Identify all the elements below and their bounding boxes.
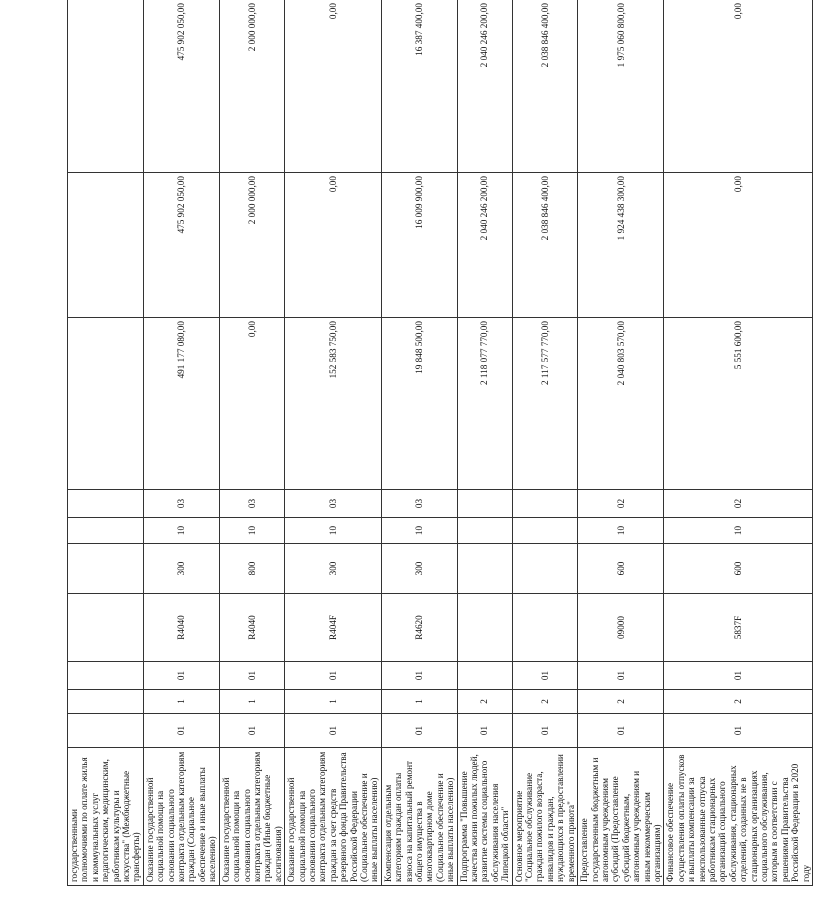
amount-cell: 16 009 900,00 bbox=[381, 173, 457, 318]
code-cell bbox=[512, 518, 577, 544]
code-cell bbox=[512, 544, 577, 594]
row-name-cell: Оказание государственной социальной помощи на основании социального контракта отдельным категориям граждан (Иные бюджетные ассигнования) bbox=[219, 748, 284, 886]
row-name-cell: Основное мероприятие "Социальное обслуживание граждан пожилого возраста, инвалидов и граждан, нуждающихся в предоставлении временного приюта" bbox=[512, 748, 577, 886]
budget-table bbox=[67, 0, 813, 886]
code-cell bbox=[512, 490, 577, 518]
row-name-cell: Финансовое обеспечение осуществления оплаты отпусков и выплаты компенсации за неиспользованные отпуска работникам стационарных организаций социального обслуживания, стационарных отделений, созданных не в стационарных организациях социального обслуживания, которым в соответствии с решениями Правительства Российской Федерации в 2020 году bbox=[664, 748, 813, 886]
amount-cell bbox=[68, 173, 144, 318]
rotated-page bbox=[67, 0, 811, 886]
code-cell: 1 bbox=[285, 690, 382, 714]
table-row bbox=[381, 0, 457, 886]
amount-cell: 491 177 080,00 bbox=[143, 318, 219, 490]
amount-cell bbox=[68, 0, 144, 173]
code-cell: 01 bbox=[578, 714, 664, 748]
amount-cell: 2 000 000,00 bbox=[219, 0, 284, 173]
table-row bbox=[664, 0, 813, 886]
code-cell bbox=[68, 518, 144, 544]
code-cell bbox=[68, 544, 144, 594]
code-cell bbox=[457, 518, 512, 544]
code-cell: 09000 bbox=[578, 594, 664, 662]
code-cell bbox=[512, 594, 577, 662]
amount-cell: 152 583 750,00 bbox=[285, 318, 382, 490]
code-cell: 03 bbox=[143, 490, 219, 518]
amount-cell: 2 000 000,00 bbox=[219, 173, 284, 318]
table-row bbox=[68, 0, 144, 886]
code-cell: 01 bbox=[219, 662, 284, 690]
code-cell bbox=[68, 490, 144, 518]
amount-cell: 0,00 bbox=[285, 173, 382, 318]
code-cell: 2 bbox=[578, 690, 664, 714]
code-cell bbox=[68, 714, 144, 748]
amount-cell: 2 040 246 200,00 bbox=[457, 173, 512, 318]
code-cell: 2 bbox=[512, 690, 577, 714]
code-cell: 600 bbox=[664, 544, 813, 594]
code-cell: R4040 bbox=[143, 594, 219, 662]
amount-cell: 1 975 060 800,00 bbox=[578, 0, 664, 173]
code-cell: 1 bbox=[143, 690, 219, 714]
code-cell: 01 bbox=[457, 714, 512, 748]
row-name-cell: Предоставление государственным бюджетным и автономным учреждениям субсидий (Предоставление субсидий бюджетным, автономным учреждениям и иным некоммерческим организациям) bbox=[578, 748, 664, 886]
amount-cell: 1 924 438 300,00 bbox=[578, 173, 664, 318]
code-cell: 01 bbox=[285, 662, 382, 690]
code-cell: 10 bbox=[664, 518, 813, 544]
code-cell: 01 bbox=[285, 714, 382, 748]
code-cell: 300 bbox=[381, 544, 457, 594]
amount-cell: 19 848 500,00 bbox=[381, 318, 457, 490]
code-cell: 10 bbox=[578, 518, 664, 544]
code-cell bbox=[457, 662, 512, 690]
amount-cell: 0,00 bbox=[664, 0, 813, 173]
code-cell bbox=[68, 594, 144, 662]
row-name-cell: Оказание государственной социальной помощи на основании социального контракта отдельным категориям граждан за счет средств резервного фонда Правительства Российской Федерации (Социальное обеспечение и иные выплаты населению) bbox=[285, 748, 382, 886]
code-cell: 01 bbox=[381, 662, 457, 690]
amount-cell: 2 040 246 200,00 bbox=[457, 0, 512, 173]
code-cell: 300 bbox=[143, 544, 219, 594]
code-cell: 03 bbox=[219, 490, 284, 518]
code-cell: 10 bbox=[219, 518, 284, 544]
code-cell: 10 bbox=[143, 518, 219, 544]
amount-cell: 0,00 bbox=[285, 0, 382, 173]
amount-cell: 2 117 577 770,00 bbox=[512, 318, 577, 490]
code-cell: 1 bbox=[219, 690, 284, 714]
code-cell: 600 bbox=[578, 544, 664, 594]
amount-cell: 2 038 846 400,00 bbox=[512, 173, 577, 318]
code-cell bbox=[68, 662, 144, 690]
code-cell: 01 bbox=[664, 714, 813, 748]
code-cell: 01 bbox=[512, 662, 577, 690]
code-cell: 01 bbox=[664, 662, 813, 690]
table-row bbox=[578, 0, 664, 886]
table-row bbox=[219, 0, 284, 886]
code-cell bbox=[68, 690, 144, 714]
amount-cell: 2 040 803 570,00 bbox=[578, 318, 664, 490]
table-row bbox=[457, 0, 512, 886]
code-cell: R4040 bbox=[219, 594, 284, 662]
row-name-cell: Оказание государственной социальной помощи на основании социального контракта отдельным категориям граждан (Социальное обеспечение и иные выплаты населению) bbox=[143, 748, 219, 886]
code-cell: 01 bbox=[219, 714, 284, 748]
amount-cell: 2 038 846 400,00 bbox=[512, 0, 577, 173]
amount-cell: 5 551 600,00 bbox=[664, 318, 813, 490]
code-cell: 01 bbox=[143, 662, 219, 690]
code-cell bbox=[457, 490, 512, 518]
amount-cell: 475 902 050,00 bbox=[143, 0, 219, 173]
amount-cell: 2 118 077 770,00 bbox=[457, 318, 512, 490]
amount-cell: 475 902 050,00 bbox=[143, 173, 219, 318]
code-cell: 01 bbox=[512, 714, 577, 748]
amount-cell bbox=[68, 318, 144, 490]
code-cell: 5837F bbox=[664, 594, 813, 662]
table-row bbox=[285, 0, 382, 886]
code-cell: 03 bbox=[381, 490, 457, 518]
code-cell: 10 bbox=[381, 518, 457, 544]
code-cell: 2 bbox=[664, 690, 813, 714]
code-cell: 1 bbox=[381, 690, 457, 714]
code-cell: 800 bbox=[219, 544, 284, 594]
code-cell bbox=[457, 594, 512, 662]
amount-cell: 16 387 400,00 bbox=[381, 0, 457, 173]
code-cell: 01 bbox=[143, 714, 219, 748]
code-cell: 01 bbox=[381, 714, 457, 748]
code-cell bbox=[457, 544, 512, 594]
code-cell: 01 bbox=[578, 662, 664, 690]
amount-cell: 0,00 bbox=[219, 318, 284, 490]
code-cell: 02 bbox=[664, 490, 813, 518]
code-cell: R404F bbox=[285, 594, 382, 662]
amount-cell: 0,00 bbox=[664, 173, 813, 318]
code-cell: 300 bbox=[285, 544, 382, 594]
code-cell: 02 bbox=[578, 490, 664, 518]
row-name-cell: Подпрограмма "Повышение качества жизни пожилых людей, развитие системы социального обслуживания населения Липецкой области" bbox=[457, 748, 512, 886]
table-row bbox=[512, 0, 577, 886]
code-cell: 03 bbox=[285, 490, 382, 518]
code-cell: 10 bbox=[285, 518, 382, 544]
row-name-cell: Компенсация отдельным категориям граждан оплаты взноса на капитальный ремонт общего имущества в многоквартирном доме (Социальное обеспечение и иные выплаты населению) bbox=[381, 748, 457, 886]
table-row bbox=[143, 0, 219, 886]
row-name-cell: государственными полномочиями по оплате жилья и коммунальных услуг педагогическим, медицинским, работникам культуры и искусства" (Межбюджетные трансферты) bbox=[68, 748, 144, 886]
code-cell: R4620 bbox=[381, 594, 457, 662]
table-body bbox=[68, 0, 813, 886]
code-cell: 2 bbox=[457, 690, 512, 714]
